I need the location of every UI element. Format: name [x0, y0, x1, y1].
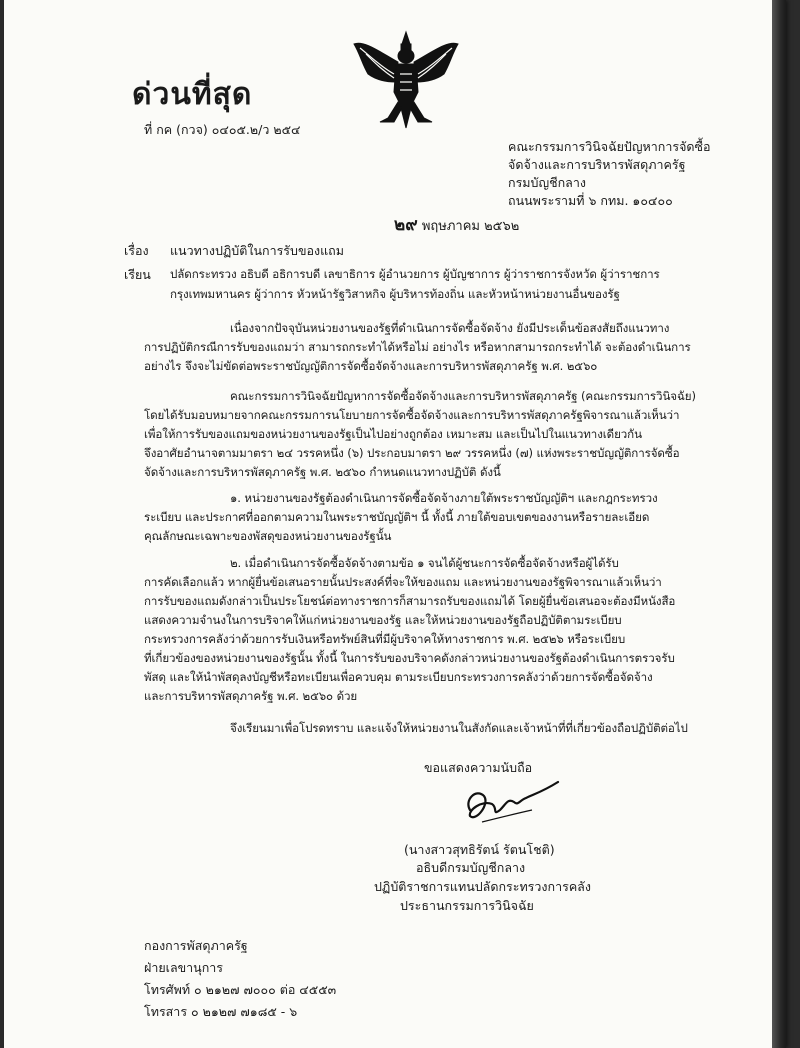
salutation: ขอแสดงความนับถือ	[424, 760, 533, 775]
garuda-emblem-icon	[350, 30, 462, 130]
paragraph-2-line: คณะกรรมการวินิจฉัยปัญหาการจัดซื้อจัดจ้างและการบริหารพัสดุภาครัฐ (คณะกรรมการวินิจฉัย)	[230, 389, 696, 403]
document-page	[4, 0, 786, 1048]
signature-icon	[462, 770, 572, 830]
sender-address-line: คณะกรรมการวินิจฉัยปัญหาการจัดซื้อ	[508, 139, 711, 154]
paragraph-2-line: จัดจ้างและการบริหารพัสดุภาครัฐ พ.ศ. ๒๕๖๐ กำหนดแนวทางปฏิบัติ ดังนี้	[144, 465, 501, 479]
item-2-line: กระทรวงการคลังว่าด้วยการรับเงินหรือทรัพย์สินที่มีผู้บริจาคให้ทางราชการ พ.ศ. ๒๕๒๖ หรือระเบียบ	[144, 632, 626, 646]
item-1-line: คุณลักษณะเฉพาะของพัสดุของหน่วยงานของรัฐนั้น	[144, 529, 392, 543]
signer-title: ปฏิบัติราชการแทนปลัดกระทรวงการคลัง	[374, 879, 591, 894]
document-date	[394, 215, 520, 235]
item-1-line: ๑. หน่วยงานของรัฐต้องดำเนินการจัดซื้อจัดจ้างภายใต้พระราชบัญญัติฯ และกฎกระทรวง	[230, 491, 658, 505]
date-day: ๒๙	[394, 215, 418, 235]
footer-phone: โทรศัพท์ ๐ ๒๑๒๗ ๗๐๐๐ ต่อ ๔๕๕๓	[144, 982, 337, 997]
subject-text: แนวทางปฏิบัติในการรับของแถม	[170, 243, 344, 258]
item-2-line: พัสดุ และให้นำพัสดุลงบัญชีหรือทะเบียนเพื่อควบคุม ตามระเบียบกระทรวงการคลังว่าด้วยการจัดซื้อจัดจ้าง	[144, 670, 653, 684]
signer-name: (นางสาวสุทธิรัตน์ รัตนโชติ)	[404, 842, 555, 857]
signer-title: อธิบดีกรมบัญชีกลาง	[416, 860, 526, 875]
paragraph-1-line: การปฏิบัติกรณีการรับของแถมว่า สามารถกระทำได้หรือไม่ อย่างไร หรือหากสามารถกระทำได้ จะต้องดำเนินการ	[144, 340, 691, 354]
paragraph-2-line: เพื่อให้การรับของแถมของหน่วยงานของรัฐเป็นไปอย่างถูกต้อง เหมาะสม และเป็นไปในแนวทางเดียวกัน	[144, 427, 642, 441]
sender-address-line: กรมบัญชีกลาง	[508, 175, 586, 190]
paragraph-2-line: จึงอาศัยอำนาจตามมาตรา ๒๔ วรรคหนึ่ง (๖) ประกอบมาตรา ๒๙ วรรคหนึ่ง (๗) แห่งพระราชบัญญัติการจัดซื้อ	[144, 446, 680, 460]
recipient-line: กรุงเทพมหานคร ผู้ว่าการ หัวหน้ารัฐวิสาหกิจ ผู้บริหารท้องถิ่น และหัวหน้าหน่วยงานอื่นของรัฐ	[170, 287, 620, 301]
item-2-line: แสดงความจำนงในการบริจาคให้แก่หน่วยงานของรัฐ และให้หน่วยงานของรัฐถือปฏิบัติตามระเบียบ	[144, 613, 622, 627]
paragraph-1-line: เนื่องจากปัจจุบันหน่วยงานของรัฐที่ดำเนินการจัดซื้อจัดจ้าง ยังมีประเด็นข้อสงสัยถึงแนวทาง	[230, 321, 670, 335]
footer-department: กองการพัสดุภาครัฐ	[144, 938, 248, 953]
page-edge-shadow	[772, 0, 786, 1048]
reference-number: ที่ กค (กวจ) ๐๔๐๕.๒/ว ๒๕๔	[144, 122, 301, 137]
footer-fax: โทรสาร ๐ ๒๑๒๗ ๗๑๘๕ - ๖	[144, 1004, 298, 1019]
item-2-line: ที่เกี่ยวข้องของหน่วยงานของรัฐนั้น ทั้งนี้ ในการรับของบริจาคดังกล่าวหน่วยงานของรัฐต้องดำเนินการตรวจรับ	[144, 651, 675, 665]
sender-address-line: ถนนพระรามที่ ๖ กทม. ๑๐๔๐๐	[508, 193, 673, 208]
paragraph-2-line: โดยได้รับมอบหมายจากคณะกรรมการนโยบายการจัดซื้อจัดจ้างและการบริหารพัสดุภาครัฐพิจารณาแล้วเห็นว่า	[144, 408, 680, 422]
urgency-stamp: ด่วนที่สุด	[132, 77, 253, 112]
recipient-label: เรียน	[124, 267, 151, 282]
item-2-line: และการบริหารพัสดุภาครัฐ พ.ศ. ๒๕๖๐ ด้วย	[144, 689, 358, 703]
item-2-line: การรับของแถมดังกล่าวเป็นประโยชน์ต่อทางราชการก็สามารถรับของแถมได้ โดยผู้ยื่นข้อเสนอจะต้องมีหนังสือ	[144, 594, 676, 608]
item-2-line: การคัดเลือกแล้ว หากผู้ยื่นข้อเสนอรายนั้นประสงค์ที่จะให้ของแถม และหน่วยงานของรัฐพิจารณาแล้วเห็นว่า	[144, 575, 662, 589]
item-1-line: ระเบียบ และประกาศที่ออกตามความในพระราชบัญญัติฯ นี้ ทั้งนี้ ภายใต้ขอบเขตของงานหรือรายละเอียด	[144, 510, 650, 524]
signer-title: ประธานกรรมการวินิจฉัย	[400, 898, 534, 913]
paragraph-1-line: อย่างไร จึงจะไม่ขัดต่อพระราชบัญญัติการจัดซื้อจัดจ้างและการบริหารพัสดุภาครัฐ พ.ศ. ๒๕๖๐	[144, 359, 598, 373]
date-month-year: พฤษภาคม ๒๕๖๒	[421, 219, 520, 234]
footer-division: ฝ่ายเลขานุการ	[144, 960, 224, 975]
item-2-line: ๒. เมื่อดำเนินการจัดซื้อจัดจ้างตามข้อ ๑ จนได้ผู้ชนะการจัดซื้อจัดจ้างหรือผู้ได้รับ	[230, 556, 619, 570]
recipient-line: ปลัดกระทรวง อธิบดี อธิการบดี เลขาธิการ ผู้อำนวยการ ผู้บัญชาการ ผู้ว่าราชการจังหวัด ผู้ว่าราชการ	[170, 267, 660, 281]
sender-address-line: จัดจ้างและการบริหารพัสดุภาครัฐ	[508, 157, 686, 172]
closing-paragraph: จึงเรียนมาเพื่อโปรดทราบ และแจ้งให้หน่วยงานในสังกัดและเจ้าหน้าที่ที่เกี่ยวข้องถือปฏิบัติต่อไป	[230, 721, 688, 735]
subject-label: เรื่อง	[124, 243, 149, 258]
